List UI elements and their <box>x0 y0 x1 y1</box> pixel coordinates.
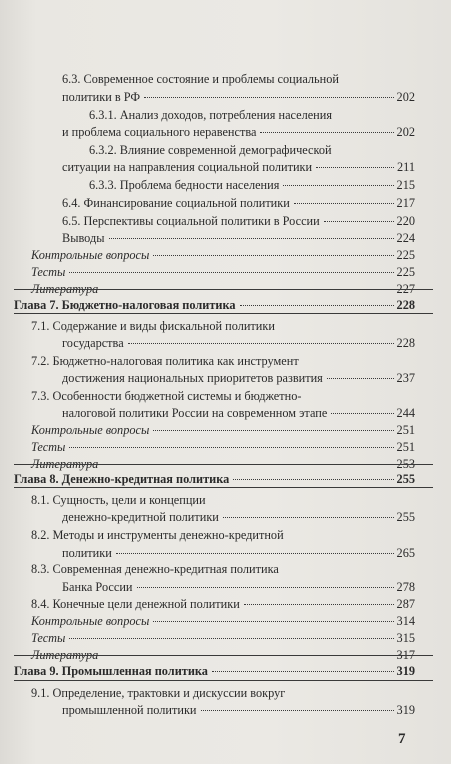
toc-entry-title: Контрольные вопросы <box>31 248 150 262</box>
dot-leader <box>69 272 393 273</box>
toc-page-number: 319 <box>396 703 415 717</box>
dot-leader <box>223 517 394 518</box>
toc-page-number: 217 <box>396 196 415 210</box>
toc-page-number: 251 <box>396 440 415 454</box>
toc-page-number: 255 <box>396 510 415 524</box>
dot-leader <box>316 167 394 168</box>
toc-page-number: 228 <box>396 298 415 312</box>
chapter-title: Глава 8. Денежно-кредитная политика <box>14 472 230 486</box>
toc-entry-title: государства <box>62 336 124 350</box>
toc-entry-control-questions[interactable] <box>31 612 415 630</box>
toc-page-number: 265 <box>396 546 415 560</box>
toc-entry-title: промышленной политики <box>62 703 197 717</box>
toc-page-number: 317 <box>396 648 415 662</box>
toc-entry-9-1[interactable] <box>62 701 415 719</box>
divider <box>14 313 433 314</box>
toc-entry-6-3-1[interactable] <box>62 123 415 141</box>
toc-page-number: 319 <box>396 664 415 678</box>
divider <box>14 487 433 488</box>
divider <box>14 680 433 681</box>
dot-leader <box>294 203 394 204</box>
divider <box>14 464 433 465</box>
toc-page-number: 253 <box>396 457 415 471</box>
toc-page-number: 225 <box>396 265 415 279</box>
toc-entry-6-3-2[interactable] <box>62 158 415 176</box>
dot-leader <box>244 604 394 605</box>
toc-entry-8-3[interactable] <box>62 578 415 596</box>
toc-entry-7-2-line1: 7.2. Бюджетно-налоговая политика как инструмент <box>31 354 299 368</box>
toc-page-number: 314 <box>396 614 415 628</box>
toc-entry-7-2[interactable] <box>62 369 415 387</box>
toc-entry-8-1-line1: 8.1. Сущность, цели и концепции <box>31 493 206 507</box>
toc-entry-control-questions[interactable] <box>31 246 415 264</box>
toc-entry-7-3[interactable] <box>62 404 415 422</box>
toc-entry-title: Контрольные вопросы <box>31 423 150 437</box>
dot-leader <box>260 132 393 133</box>
toc-entry-conclusions[interactable] <box>62 229 415 247</box>
dot-leader <box>233 479 393 480</box>
page-number: 7 <box>398 731 406 747</box>
dot-leader <box>324 221 394 222</box>
toc-entry-9-1-line1: 9.1. Определение, трактовки и дискуссии вокруг <box>31 686 286 700</box>
toc-entry-title: Выводы <box>62 231 105 245</box>
dot-leader <box>153 621 393 622</box>
dot-leader <box>69 638 393 639</box>
toc-entry-8-3-line1: 8.3. Современная денежно-кредитная политика <box>31 562 279 576</box>
dot-leader <box>240 305 394 306</box>
toc-page-number: 215 <box>396 178 415 192</box>
toc-entry-title: Тесты <box>31 631 66 645</box>
toc-entry-8-1[interactable] <box>62 508 415 526</box>
toc-entry-title: 6.5. Перспективы социальной политики в России <box>62 214 320 228</box>
divider <box>14 655 433 656</box>
toc-page-number: 225 <box>396 248 415 262</box>
dot-leader <box>331 413 393 414</box>
dot-leader <box>201 710 394 711</box>
divider <box>14 289 433 290</box>
toc-page-number: 244 <box>396 406 415 420</box>
toc-entry-title: налоговой политики России на современном этапе <box>62 406 328 420</box>
toc-chapter-7[interactable] <box>14 296 415 314</box>
toc-entry-title: 6.3.3. Проблема бедности населения <box>89 178 280 192</box>
toc-page-number: 224 <box>396 231 415 245</box>
toc-entry-title: 6.4. Финансирование социальной политики <box>62 196 290 210</box>
toc-page-number: 202 <box>396 90 415 104</box>
toc-page-number: 220 <box>396 214 415 228</box>
dot-leader <box>153 430 393 431</box>
toc-entry-6-5[interactable] <box>62 212 415 230</box>
toc-page-number: 287 <box>396 597 415 611</box>
toc-entry-6-3[interactable] <box>62 88 415 106</box>
toc-page-number: 202 <box>396 125 415 139</box>
chapter-title: Глава 9. Промышленная политика <box>14 664 208 678</box>
dot-leader <box>327 378 394 379</box>
toc-page-number: 278 <box>396 580 415 594</box>
toc-entry-title: Банка России <box>62 580 133 594</box>
toc-entry-title: ситуации на направления социальной политики <box>62 160 313 174</box>
toc-entry-title: Литература <box>31 457 99 471</box>
toc-chapter-8[interactable] <box>14 470 415 488</box>
dot-leader <box>283 185 393 186</box>
toc-page-number: 255 <box>396 472 415 486</box>
toc-entry-tests[interactable] <box>31 263 415 281</box>
toc-entry-title: политики <box>62 546 112 560</box>
toc-entry-6-3-3[interactable] <box>89 176 415 194</box>
dot-leader <box>212 671 394 672</box>
toc-entry-control-questions[interactable] <box>31 421 415 439</box>
dot-leader <box>116 553 394 554</box>
toc-entry-7-1[interactable] <box>62 334 415 352</box>
toc-entry-7-3-line1: 7.3. Особенности бюджетной системы и бюджетно- <box>31 389 302 403</box>
toc-entry-title: Тесты <box>31 265 66 279</box>
toc-entry-6-3-2-line1: 6.3.2. Влияние современной демографической <box>89 143 332 157</box>
toc-entry-title: Контрольные вопросы <box>31 614 150 628</box>
toc-entry-title: Тесты <box>31 440 66 454</box>
dot-leader <box>69 447 393 448</box>
toc-chapter-9[interactable] <box>14 662 415 680</box>
toc-page-number: 211 <box>397 160 415 174</box>
toc-page-number: 251 <box>396 423 415 437</box>
dot-leader <box>128 343 394 344</box>
toc-entry-title: и проблема социального неравенства <box>62 125 257 139</box>
toc-entry-6-4[interactable] <box>62 194 415 212</box>
toc-entry-title: денежно-кредитной политики <box>62 510 219 524</box>
toc-entry-title: Литература <box>31 282 99 296</box>
toc-entry-tests[interactable] <box>31 438 415 456</box>
toc-entry-title: 8.4. Конечные цели денежной политики <box>31 597 240 611</box>
toc-page-number: 228 <box>396 336 415 350</box>
dot-leader <box>109 238 394 239</box>
dot-leader <box>153 255 393 256</box>
toc-entry-tests[interactable] <box>31 629 415 647</box>
toc-entry-title: политики в РФ <box>62 90 141 104</box>
toc-page-number: 237 <box>396 371 415 385</box>
toc-entry-8-4[interactable] <box>31 595 415 613</box>
toc-entry-6-3-1-line1: 6.3.1. Анализ доходов, потребления населения <box>89 108 333 122</box>
chapter-title: Глава 7. Бюджетно-налоговая политика <box>14 298 236 312</box>
toc-entry-8-2-line1: 8.2. Методы и инструменты денежно-кредитной <box>31 528 284 542</box>
toc-entry-6-3-line1: 6.3. Современное состояние и проблемы социальной <box>62 72 339 86</box>
toc-entry-title: Литература <box>31 648 99 662</box>
dot-leader <box>144 97 393 98</box>
dot-leader <box>137 587 394 588</box>
toc-entry-title: достижения национальных приоритетов развития <box>62 371 323 385</box>
toc-entry-7-1-line1: 7.1. Содержание и виды фискальной политики <box>31 319 275 333</box>
toc-page-number: 227 <box>396 282 415 296</box>
toc-page-number: 315 <box>396 631 415 645</box>
